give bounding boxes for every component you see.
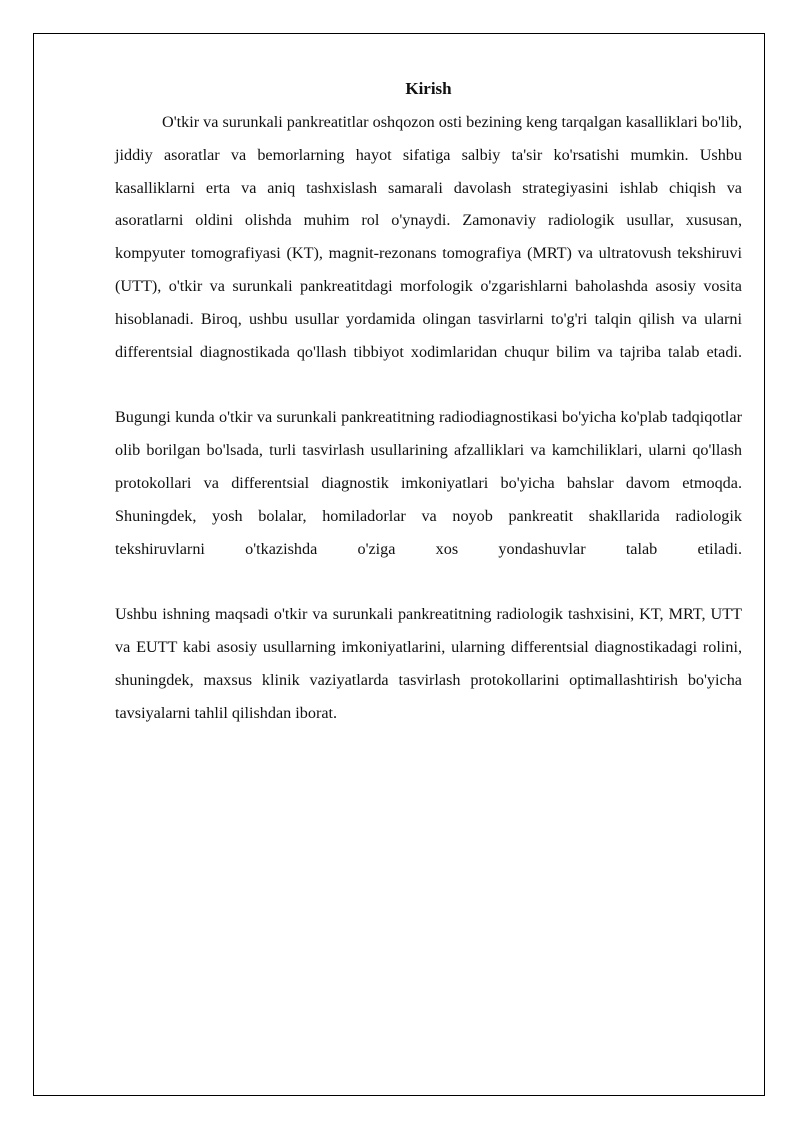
paragraph-gap [115,368,742,401]
paragraph-gap [115,565,742,598]
document-body [115,76,742,730]
paragraph-aim: Ushbu ishning maqsadi o'tkir va surunkali pankreatitning radiologik tashxisini, KT, MRT, UTT va EUTT kabi asosiy usullarning imkoniyatlarini, ularning differentsial diagnostikadagi rolini, shuningdek, maxsus klinik vaziyatlarda tasvirlash protokollarini optimallashtirish bo'yicha tavsiyalarni tahlil qilishdan iborat. [115,605,742,722]
paragraph-current-state: Bugungi kunda o'tkir va surunkali pankreatitning radiodiagnostikasi bo'yicha ko'plab tadqiqotlar olib borilgan bo'lsada, turli tasvirlash usullarining afzalliklari va kamchiliklari, ularni qo'llash protokollari va differentsial diagnostik imkoniyatlari bo'yicha bahslar davom etmoqda. Shuningdek, yosh bolalar, homiladorlar va noyob pankreatit shakllarida radiologik tekshiruvlarni o'tkazishda o'ziga xos yondashuvlar talab etiladi. [115,408,742,558]
page-title: Kirish [405,79,452,98]
paragraph-intro: O'tkir va surunkali pankreatitlar oshqozon osti bezining keng tarqalgan kasalliklari bo'lib, jiddiy asoratlar va bemorlarning hayot sifatiga salbiy ta'sir ko'rsatishi mumkin. Ushbu kasalliklarni erta va aniq tashxislash samarali davolash strategiyasini ishlab chiqish va asoratlarni oldini olishda muhim rol o'ynaydi. Zamonaviy radiologik usullar, xususan, kompyuter tomografiyasi (KT), magnit-rezonans tomografiya (MRT) va ultratovush tekshiruvi (UTT), o'tkir va surunkali pankreatitdagi morfologik o'zgarishlarni baholashda asosiy vosita hisoblanadi. Biroq, ushbu usullar yordamida olingan tasvirlarni to'g'ri talqin qilish va ularni differentsial diagnostikada qo'llash tibbiyot xodimlaridan chuqur bilim va tajriba talab etadi. [115,113,742,361]
